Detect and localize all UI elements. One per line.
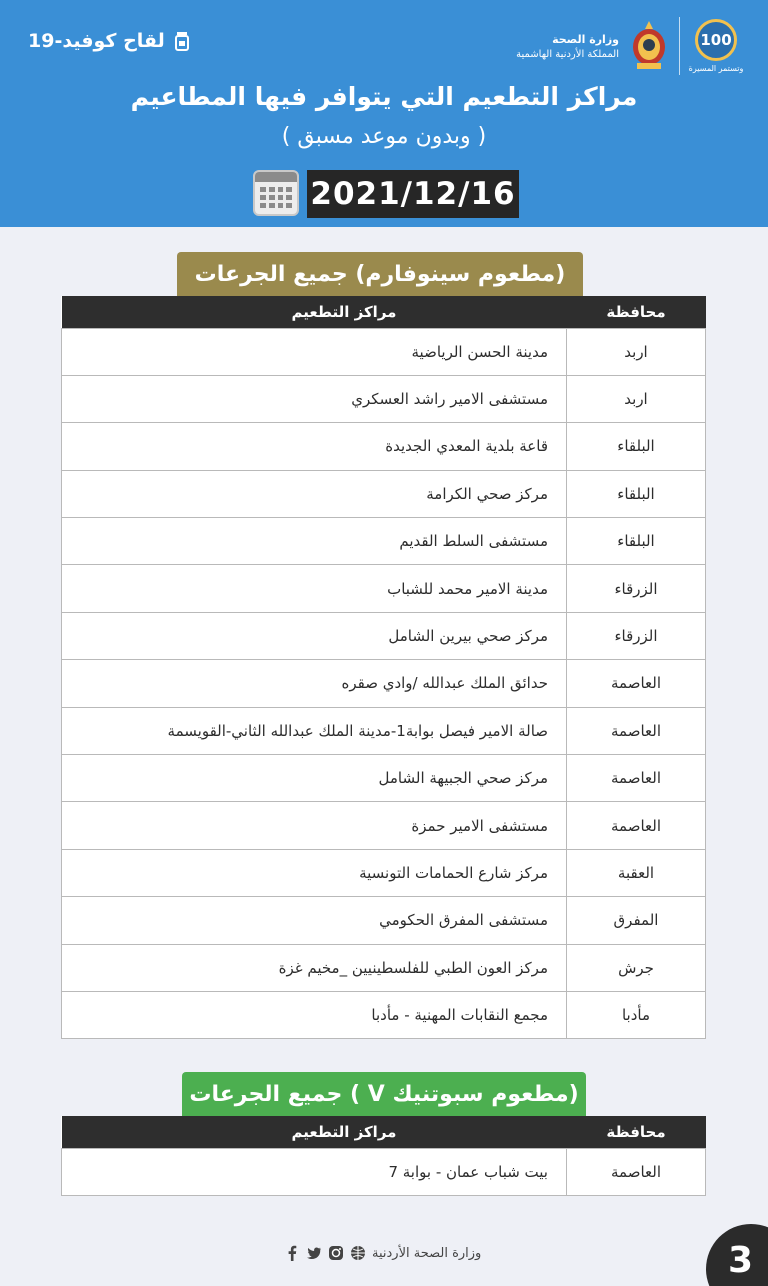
- column-header-governorate: محافظة: [567, 1116, 706, 1148]
- center-cell: مدينة الامير محمد للشباب: [62, 565, 567, 612]
- governorate-cell: العاصمة: [567, 660, 706, 707]
- center-cell: مدينة الحسن الرياضية: [62, 328, 567, 375]
- vaccine-vial-icon: [171, 30, 193, 52]
- covid-vaccine-brand: [28, 30, 193, 52]
- globe-icon[interactable]: [350, 1245, 366, 1261]
- governorate-cell: العاصمة: [567, 707, 706, 754]
- center-cell: حدائق الملك عبدالله /وادي صقره: [62, 660, 567, 707]
- table-row: [62, 660, 706, 707]
- sinopharm-table: [61, 296, 706, 1039]
- center-cell: مستشفى الامير حمزة: [62, 802, 567, 849]
- ministry-line2: المملكة الأردنية الهاشمية: [516, 48, 619, 60]
- table-row: [62, 375, 706, 422]
- governorate-cell: مأدبا: [567, 991, 706, 1038]
- table-row: [62, 423, 706, 470]
- governorate-cell: اربد: [567, 375, 706, 422]
- column-header-centers: مراكز التطعيم: [62, 296, 567, 328]
- instagram-icon[interactable]: [328, 1245, 344, 1261]
- table-row: [62, 849, 706, 896]
- center-cell: صالة الامير فيصل بوابة1-مدينة الملك عبدالله الثاني-القويسمة: [62, 707, 567, 754]
- centenary-logo: [688, 14, 744, 78]
- ministry-logo-area: [494, 12, 744, 80]
- table-row: [62, 565, 706, 612]
- facebook-icon[interactable]: [284, 1245, 300, 1261]
- table-row: [62, 991, 706, 1038]
- governorate-cell: اربد: [567, 328, 706, 375]
- governorate-cell: البلقاء: [567, 470, 706, 517]
- table-header-row: [62, 296, 706, 328]
- center-cell: مركز صحي الجبيهة الشامل: [62, 755, 567, 802]
- column-header-centers: مراكز التطعيم: [62, 1116, 567, 1148]
- center-cell: قاعة بلدية المعدي الجديدة: [62, 423, 567, 470]
- centenary-number: 100: [695, 19, 737, 61]
- centenary-tag: وتستمر المسيرة: [688, 64, 744, 73]
- footer: [284, 1242, 481, 1264]
- governorate-cell: المفرق: [567, 897, 706, 944]
- governorate-cell: العاصمة: [567, 1148, 706, 1195]
- governorate-cell: جرش: [567, 944, 706, 991]
- governorate-cell: الزرقاء: [567, 565, 706, 612]
- page-number: 3: [728, 1240, 754, 1281]
- table-row: [62, 612, 706, 659]
- page-subtitle: ( وبدون موعد مسبق ): [281, 124, 487, 149]
- ministry-line1: وزارة الصحة: [552, 32, 619, 46]
- center-cell: بيت شباب عمان - بوابة 7: [62, 1148, 567, 1195]
- center-cell: مركز صحي بيرين الشامل: [62, 612, 567, 659]
- footer-text: وزارة الصحة الأردنية: [372, 1245, 482, 1261]
- center-cell: مجمع النقابات المهنية - مأدبا: [62, 991, 567, 1038]
- table-row: [62, 470, 706, 517]
- table-row: [62, 755, 706, 802]
- brand-text: لقاح كوفيد-19: [28, 30, 165, 52]
- table-row: [62, 944, 706, 991]
- sinopharm-section-label: (مطعوم سينوفارم) جميع الجرعات: [177, 252, 583, 296]
- governorate-cell: العاصمة: [567, 755, 706, 802]
- center-cell: مركز شارع الحمامات التونسية: [62, 849, 567, 896]
- table-row: [62, 328, 706, 375]
- column-header-governorate: محافظة: [567, 296, 706, 328]
- date-badge: 2021/12/16: [307, 170, 519, 218]
- center-cell: مستشفى الامير راشد العسكري: [62, 375, 567, 422]
- table-row: [62, 802, 706, 849]
- table-row: [62, 518, 706, 565]
- governorate-cell: العقبة: [567, 849, 706, 896]
- header-banner: [0, 0, 768, 227]
- jordan-emblem-icon: [627, 17, 671, 75]
- ministry-name: [516, 33, 619, 60]
- governorate-cell: العاصمة: [567, 802, 706, 849]
- center-cell: مركز صحي الكرامة: [62, 470, 567, 517]
- table-row: [62, 1148, 706, 1195]
- table-header-row: [62, 1116, 706, 1148]
- page-title: مراكز التطعيم التي يتوافر فيها المطاعيم: [130, 82, 638, 111]
- twitter-icon[interactable]: [306, 1245, 322, 1261]
- center-cell: مستشفى السلط القديم: [62, 518, 567, 565]
- governorate-cell: البلقاء: [567, 423, 706, 470]
- calendar-icon: [253, 170, 299, 216]
- governorate-cell: الزرقاء: [567, 612, 706, 659]
- sputnik-section-label: (مطعوم سبوتنيك V ) جميع الجرعات: [182, 1072, 586, 1116]
- logo-divider: [679, 17, 680, 75]
- table-row: [62, 707, 706, 754]
- sputnik-table: [61, 1116, 706, 1196]
- center-cell: مركز العون الطبي للفلسطينيين _مخيم غزة: [62, 944, 567, 991]
- table-row: [62, 897, 706, 944]
- governorate-cell: البلقاء: [567, 518, 706, 565]
- center-cell: مستشفى المفرق الحكومي: [62, 897, 567, 944]
